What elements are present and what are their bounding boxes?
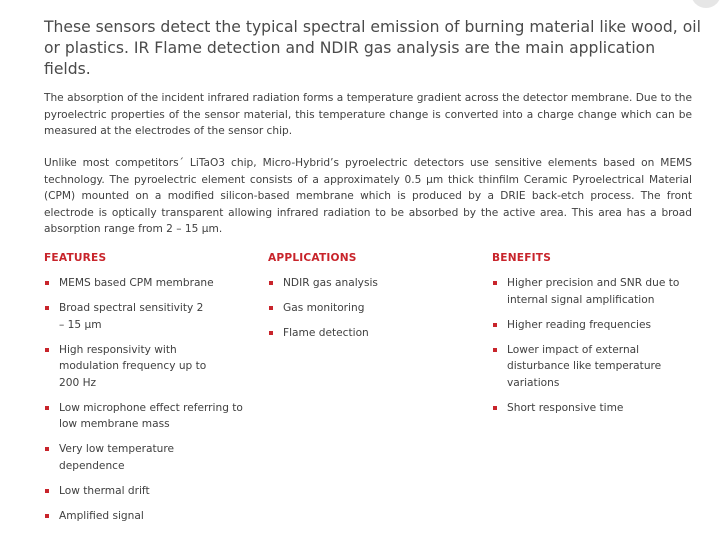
intro-heading: These sensors detect the typical spectral emission of burning material like wood, oil or plastics. IR Flame detection and NDIR gas analysis are the main application fields. (44, 18, 701, 78)
feature-text: Low thermal drift (59, 484, 150, 497)
list-item (44, 275, 254, 292)
list-item (268, 325, 478, 342)
applications-list (268, 275, 478, 342)
benefits-section (492, 250, 697, 425)
corner-decoration (691, 0, 721, 8)
feature-text: Low microphone effect referring to low membrane mass (59, 401, 243, 430)
bullet-icon (493, 281, 497, 285)
list-item (44, 300, 209, 333)
list-item (44, 508, 254, 525)
bullet-icon (269, 306, 273, 310)
bullet-icon (269, 331, 273, 335)
list-item (44, 483, 254, 500)
feature-text: Broad spectral sensitivity 2 – 15 µm (59, 302, 204, 331)
bullet-icon (493, 348, 497, 352)
bullet-icon (45, 406, 49, 410)
list-item (492, 342, 682, 392)
bullet-icon (269, 281, 273, 285)
applications-title: APPLICATIONS (268, 252, 357, 264)
feature-text: Very low temperature dependence (59, 443, 174, 472)
feature-text: MEMS based CPM membrane (59, 277, 214, 289)
benefit-text: Lower impact of external disturbance like temperature variations (507, 343, 662, 389)
application-text: Gas monitoring (283, 302, 365, 314)
benefits-list (492, 275, 697, 416)
benefit-text: Higher precision and SNR due to internal signal amplification (507, 277, 680, 306)
list-item (44, 441, 199, 474)
bullet-icon (493, 406, 497, 410)
list-item (492, 275, 692, 308)
applications-section (268, 250, 478, 350)
benefit-text: Higher reading frequencies (507, 318, 652, 331)
benefit-text: Short responsive time (507, 401, 624, 414)
feature-text: Amplified signal (59, 509, 144, 522)
features-section (44, 250, 254, 533)
features-list (44, 275, 254, 524)
list-item (44, 342, 221, 392)
list-item (492, 400, 697, 417)
paragraph-mems-technology: Unlike most competitors´ LiTaO3 chip, Micro-Hybrid’s pyroelectric detectors use sensitive elements based on MEMS technology. The pyroelectric element consists of a approximately 0.5 µm thick thinfilm Ceramic Pyroelectrical Material (CPM) mounted on a modified silicon-based membrane which is produced by a DRIE back-etch process. The front electrode is optically transparent allowing infrared radiation to be absorbed by the active area. This area has a broad absorption range from 2 – 15 µm. (44, 157, 692, 235)
bullet-icon (45, 281, 49, 285)
feature-text: High responsivity with modulation frequency up to 200 Hz (59, 343, 207, 389)
application-text: NDIR gas analysis (283, 277, 378, 289)
paragraph-absorption: The absorption of the incident infrared radiation forms a temperature gradient across the detector membrane. Due to the pyroelectric properties of the sensor material, this temperature change is converted into a charge change which can be measured at the electrodes of the sensor chip. (44, 92, 692, 137)
application-text: Flame detection (283, 327, 369, 339)
bullet-icon (45, 514, 49, 518)
list-item (44, 400, 244, 433)
features-title: FEATURES (44, 252, 107, 264)
bullet-icon (45, 447, 49, 451)
list-item (268, 275, 478, 292)
bullet-icon (45, 489, 49, 493)
bullet-icon (493, 323, 497, 327)
bullet-icon (45, 306, 49, 310)
bullet-icon (45, 348, 49, 352)
benefits-title: BENEFITS (492, 252, 552, 264)
list-item (492, 317, 697, 334)
list-item (268, 300, 478, 317)
